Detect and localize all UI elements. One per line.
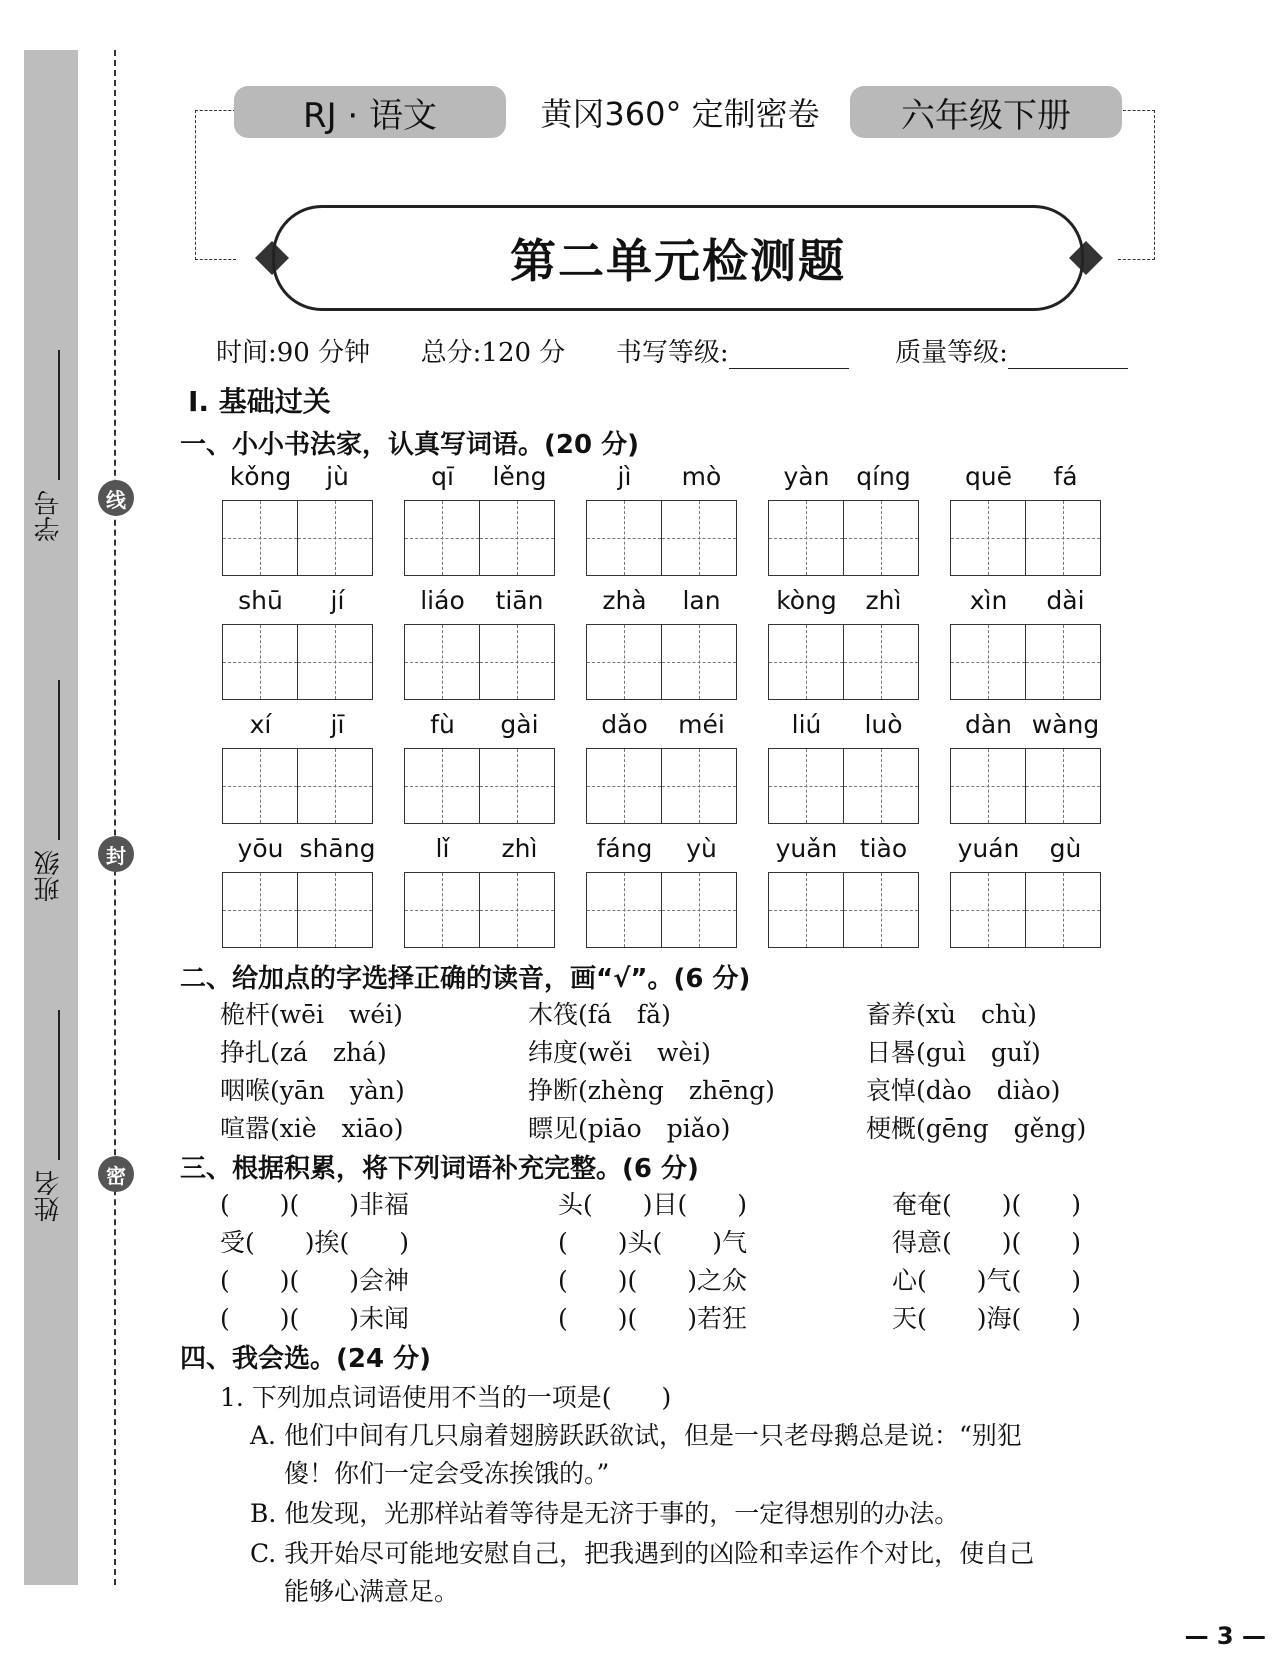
header-dash-right <box>1118 110 1155 260</box>
tianzige-pair <box>404 748 556 824</box>
name-blank[interactable] <box>58 1010 60 1160</box>
cut-line <box>114 50 116 1585</box>
writing-grade-blank[interactable] <box>729 338 849 369</box>
part-heading: Ⅰ. 基础过关 <box>188 385 331 418</box>
writing-grade-label: 书写等级: <box>615 338 729 368</box>
writing-cell[interactable] <box>586 748 662 824</box>
writing-cell[interactable] <box>661 748 737 824</box>
writing-cell[interactable] <box>479 748 555 824</box>
title-frame <box>272 205 1084 311</box>
writing-cell[interactable] <box>843 872 919 948</box>
writing-cell[interactable] <box>843 748 919 824</box>
name-label: 姓名 <box>34 1170 64 1222</box>
writing-cell[interactable] <box>479 872 555 948</box>
tianzige-pair <box>586 872 738 948</box>
pinyin-label: lǐ <box>435 834 450 863</box>
writing-cell[interactable] <box>950 748 1026 824</box>
idiom-item[interactable]: ( )( )未闻 <box>220 1304 410 1333</box>
writing-cell[interactable] <box>222 872 298 948</box>
question-1-stem: 1. 下列加点词语使用不当的一项是( ) <box>220 1383 672 1412</box>
class-label: 班级 <box>34 850 64 902</box>
writing-cell[interactable] <box>843 624 919 700</box>
tianzige-pair <box>404 624 556 700</box>
pronunciation-item[interactable]: 挣断(zhèng zhēng) <box>528 1076 775 1105</box>
writing-cell[interactable] <box>297 624 373 700</box>
total-info: 总分:120 分 <box>420 338 566 368</box>
pronunciation-item[interactable]: 木筏(fá fǎ) <box>528 1000 671 1029</box>
tianzige-pair <box>222 500 374 576</box>
pinyin-label: yuǎn <box>775 834 838 863</box>
writing-cell[interactable] <box>661 500 737 576</box>
pinyin-label: kǒng <box>229 462 292 491</box>
writing-cell[interactable] <box>404 500 480 576</box>
header-dash-left <box>195 110 236 260</box>
tianzige-pair <box>950 624 1102 700</box>
idiom-item[interactable]: ( )( )会神 <box>220 1266 410 1295</box>
tianzige-pair <box>404 872 556 948</box>
idiom-item[interactable]: ( )( )若狂 <box>558 1304 748 1333</box>
pinyin-label: zhà <box>602 586 647 615</box>
writing-cell[interactable] <box>404 872 480 948</box>
pinyin-label: shū <box>238 586 283 615</box>
tianzige-pair <box>222 872 374 948</box>
tianzige-pair <box>768 624 920 700</box>
section4-heading: 四、我会选。(24 分) <box>180 1344 431 1374</box>
pronunciation-item[interactable]: 桅杆(wēi wéi) <box>220 1000 403 1029</box>
pronunciation-item[interactable]: 畜养(xù chù) <box>866 1000 1037 1029</box>
pinyin-label: liáo <box>420 586 465 615</box>
writing-cell[interactable] <box>1025 500 1101 576</box>
writing-cell[interactable] <box>222 748 298 824</box>
writing-cell[interactable] <box>479 500 555 576</box>
writing-cell[interactable] <box>768 500 844 576</box>
quality-grade-blank[interactable] <box>1008 338 1128 369</box>
option-c-line1[interactable]: C. 我开始尽可能地安慰自己，把我遇到的凶险和幸运作个对比，使自己 <box>250 1539 1035 1568</box>
tianzige-pair <box>586 748 738 824</box>
pinyin-label: gài <box>500 710 539 739</box>
option-b[interactable]: B. 他发现，光那样站着等待是无济于事的，一定得想别的办法。 <box>250 1499 960 1528</box>
pinyin-label: fù <box>430 710 455 739</box>
idiom-item[interactable]: ( )( )非福 <box>220 1190 410 1219</box>
pinyin-label: shāng <box>299 834 376 863</box>
idiom-item[interactable]: 头( )目( ) <box>558 1190 748 1219</box>
quality-grade-label: 质量等级: <box>895 338 1008 368</box>
idiom-item[interactable]: 受( )挨( ) <box>220 1228 410 1257</box>
section1-heading: 一、小小书法家，认真写词语。(20 分) <box>180 430 639 460</box>
pinyin-label: wàng <box>1031 710 1100 739</box>
writing-cell[interactable] <box>586 624 662 700</box>
idiom-item[interactable]: 奄奄( )( ) <box>892 1190 1082 1219</box>
pinyin-label: jī <box>330 710 345 739</box>
exam-info-row <box>216 332 1128 369</box>
writing-cell[interactable] <box>297 500 373 576</box>
idiom-item[interactable]: 心( )气( ) <box>892 1266 1082 1295</box>
pinyin-label: jù <box>326 462 349 491</box>
student-id-label: 学号 <box>34 490 64 542</box>
tianzige-pair <box>950 872 1102 948</box>
idiom-item[interactable]: ( )( )之众 <box>558 1266 748 1295</box>
seal-seal-badge: 封 <box>98 836 134 872</box>
series-name: 黄冈360° 定制密卷 <box>540 95 820 133</box>
pinyin-label: jì <box>617 462 632 491</box>
pronunciation-item[interactable]: 纬度(wěi wèi) <box>528 1038 711 1067</box>
grade-pill: 六年级下册 <box>850 86 1122 138</box>
writing-cell[interactable] <box>404 624 480 700</box>
pinyin-label: quē <box>964 462 1013 491</box>
seal-line-badge: 线 <box>98 480 134 516</box>
option-a-line2: 傻！你们一定会受冻挨饿的。” <box>284 1459 610 1488</box>
tianzige-pair <box>586 500 738 576</box>
writing-cell[interactable] <box>950 624 1026 700</box>
time-info: 时间:90 分钟 <box>216 338 371 368</box>
pronunciation-item[interactable]: 哀悼(dào diào) <box>866 1076 1061 1105</box>
page-number: — 3 — <box>1184 1622 1266 1650</box>
pinyin-label: méi <box>678 710 725 739</box>
pinyin-label: tiào <box>859 834 908 863</box>
pinyin-label: dàn <box>964 710 1013 739</box>
student-id-blank[interactable] <box>58 350 60 480</box>
writing-cell[interactable] <box>297 748 373 824</box>
pronunciation-item[interactable]: 挣扎(zá zhá) <box>220 1038 387 1067</box>
pinyin-label: jí <box>330 586 345 615</box>
writing-cell[interactable] <box>479 624 555 700</box>
writing-cell[interactable] <box>768 748 844 824</box>
writing-cell[interactable] <box>586 872 662 948</box>
pinyin-label: zhì <box>865 586 902 615</box>
pinyin-label: qíng <box>856 462 911 491</box>
subject-pill: RJ · 语文 <box>234 86 506 138</box>
pinyin-label: yù <box>686 834 717 863</box>
pinyin-label: dài <box>1046 586 1085 615</box>
writing-cell[interactable] <box>661 872 737 948</box>
writing-cell[interactable] <box>222 624 298 700</box>
tianzige-pair <box>768 500 920 576</box>
pinyin-label: yuán <box>957 834 1020 863</box>
pronunciation-item[interactable]: 喧嚣(xiè xiāo) <box>220 1114 404 1143</box>
pinyin-label: zhì <box>501 834 538 863</box>
writing-cell[interactable] <box>1025 872 1101 948</box>
writing-cell[interactable] <box>843 500 919 576</box>
idiom-item[interactable]: 得意( )( ) <box>892 1228 1082 1257</box>
tianzige-pair <box>768 748 920 824</box>
writing-cell[interactable] <box>768 872 844 948</box>
pronunciation-item[interactable]: 日晷(guì guǐ) <box>866 1038 1041 1067</box>
writing-cell[interactable] <box>297 872 373 948</box>
tianzige-pair <box>586 624 738 700</box>
writing-cell[interactable] <box>404 748 480 824</box>
tianzige-pair <box>768 872 920 948</box>
pinyin-label: qī <box>431 462 454 491</box>
writing-cell[interactable] <box>950 872 1026 948</box>
option-a-line1[interactable]: A. 他们中间有几只扇着翅膀跃跃欲试，但是一只老母鹅总是说：“别犯 <box>250 1421 1022 1450</box>
pinyin-label: kòng <box>776 586 837 615</box>
pinyin-label: liú <box>791 710 822 739</box>
pinyin-label: fáng <box>596 834 653 863</box>
pinyin-label: lěng <box>492 462 547 491</box>
writing-cell[interactable] <box>586 500 662 576</box>
pinyin-label: fá <box>1053 462 1078 491</box>
section2-heading: 二、给加点的字选择正确的读音，画“√”。(6 分) <box>180 964 751 994</box>
pronunciation-item[interactable]: 瞟见(piāo piǎo) <box>528 1114 731 1143</box>
tianzige-pair <box>222 748 374 824</box>
pronunciation-item[interactable]: 咽喉(yān yàn) <box>220 1076 405 1105</box>
pinyin-label: gù <box>1049 834 1082 863</box>
tianzige-pair <box>404 500 556 576</box>
pinyin-label: yàn <box>783 462 830 491</box>
pinyin-label: tiān <box>495 586 544 615</box>
pinyin-label: lan <box>682 586 721 615</box>
pinyin-label: xìn <box>969 586 1008 615</box>
writing-cell[interactable] <box>222 500 298 576</box>
section3-heading: 三、根据积累，将下列词语补充完整。(6 分) <box>180 1154 699 1184</box>
option-c-line2: 能够心满意足。 <box>284 1577 460 1606</box>
writing-cell[interactable] <box>661 624 737 700</box>
pinyin-label: luò <box>864 710 903 739</box>
pinyin-label: xí <box>249 710 272 739</box>
writing-cell[interactable] <box>1025 748 1101 824</box>
writing-cell[interactable] <box>768 624 844 700</box>
seal-secret-badge: 密 <box>98 1156 134 1192</box>
tianzige-pair <box>950 500 1102 576</box>
pinyin-label: mò <box>681 462 722 491</box>
pinyin-label: dǎo <box>601 710 648 739</box>
tianzige-pair <box>222 624 374 700</box>
idiom-item[interactable]: ( )头( )气 <box>558 1228 748 1257</box>
tianzige-pair <box>950 748 1102 824</box>
pinyin-label: yōu <box>237 834 284 863</box>
writing-cell[interactable] <box>950 500 1026 576</box>
class-blank[interactable] <box>58 680 60 840</box>
pronunciation-item[interactable]: 梗概(gēng gěng) <box>866 1114 1087 1143</box>
idiom-item[interactable]: 天( )海( ) <box>892 1304 1082 1333</box>
page-title: 第二单元检测题 <box>510 234 846 288</box>
binding-strip <box>24 50 78 1585</box>
writing-cell[interactable] <box>1025 624 1101 700</box>
